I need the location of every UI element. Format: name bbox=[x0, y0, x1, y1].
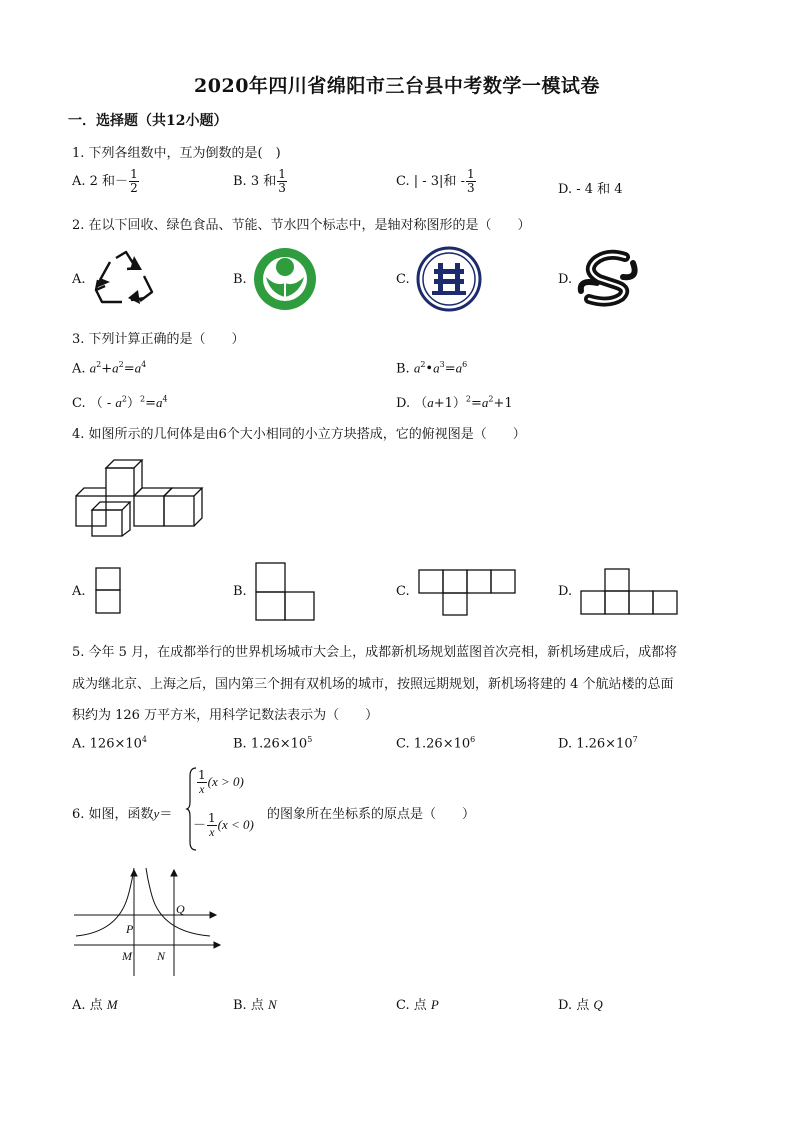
q4-option-d-label: D. bbox=[558, 584, 573, 599]
point-label-n: N bbox=[157, 949, 166, 963]
point-label-p: P bbox=[126, 922, 134, 936]
q1-option-c: C. | - 3|和 - $\frac{1}{3}$ bbox=[396, 167, 475, 195]
q2-option-c-label: C. bbox=[396, 272, 410, 287]
q6-option-d: D. 点 Q bbox=[558, 997, 603, 1013]
q4-option-d-figure bbox=[580, 568, 680, 616]
q2-option-b-label: B. bbox=[233, 272, 247, 287]
q2-stem: 2. 在以下回收、绿色食品、节能、节水四个标志中，是轴对称图形的是（ ） bbox=[72, 218, 531, 233]
q6-option-b: B. 点 N bbox=[233, 997, 277, 1013]
q3-stem: 3. 下列计算正确的是（ ） bbox=[72, 332, 245, 347]
energy-saving-icon bbox=[416, 247, 482, 311]
page-title: 2020年四川省绵阳市三台县中考数学一模试卷 bbox=[194, 75, 600, 97]
q6-option-a: A. 点 M bbox=[72, 997, 118, 1013]
q4-option-a-figure bbox=[95, 567, 121, 615]
q6-stem-suffix: 的图象所在坐标系的原点是（ ） bbox=[267, 807, 476, 822]
q1-option-d: D. - 4 和 4 bbox=[558, 182, 623, 197]
q5-line-2: 成为继北京、上海之后，国内第三个拥有双机场的城市，按照远期规划，新机场将建的 4 个航站楼的总面 bbox=[72, 677, 674, 692]
q6-stem-prefix: 6. 如图，函数y＝ bbox=[72, 806, 173, 822]
q4-option-c-figure bbox=[418, 569, 518, 617]
q1-option-a: A. 2 和－ $\frac{1}{2}$ bbox=[72, 167, 138, 195]
q6-case-positive: $\frac{1}{x}$ (x > 0) bbox=[198, 768, 244, 796]
water-saving-icon bbox=[577, 249, 645, 309]
q4-stem: 4. 如图所示的几何体是由6个大小相同的小立方块搭成，它的俯视图是（ ） bbox=[72, 427, 526, 442]
q3-option-b: B. $a^2•a^3=a^6$ bbox=[396, 360, 468, 377]
q5-line-3: 积约为 126 万平方米，用科学记数法表示为（ ） bbox=[72, 708, 379, 723]
q5-option-a: A. $126\times 10^4$ bbox=[72, 735, 147, 752]
q4-option-b-label: B. bbox=[233, 584, 247, 599]
q4-option-b-figure bbox=[255, 562, 317, 622]
q6-option-c: C. 点 P bbox=[396, 997, 439, 1013]
recycle-icon bbox=[92, 248, 156, 308]
point-label-q: Q bbox=[176, 902, 185, 916]
q6-case-negative: － $\frac{1}{x}$ (x < 0) bbox=[193, 811, 254, 839]
q4-option-a-label: A. bbox=[72, 584, 86, 599]
q3-option-c: C. （ - $a^2)^2=a^4$ bbox=[72, 394, 168, 411]
q1-stem: 1. 下列各组数中，互为倒数的是( ) bbox=[72, 146, 281, 161]
q6-hyperbola-graph bbox=[70, 866, 226, 982]
q2-option-d-label: D. bbox=[558, 272, 573, 287]
green-food-icon bbox=[252, 247, 318, 311]
q2-option-a-label: A. bbox=[72, 272, 86, 287]
q3-option-a: A. $a^2+a^2=a^4$ bbox=[72, 360, 147, 377]
q5-option-b: B. $1.26\times 10^5$ bbox=[233, 735, 313, 752]
q5-option-c: C. $1.26\times 10^6$ bbox=[396, 735, 476, 752]
cube-solid-figure bbox=[72, 458, 208, 538]
q5-line-1: 5. 今年 5 月，在成都举行的世界机场城市大会上，成都新机场规划蓝图首次亮相，新机场建成后，成都将 bbox=[72, 645, 678, 660]
q4-option-c-label: C. bbox=[396, 584, 410, 599]
point-label-m: M bbox=[122, 949, 132, 963]
q1-option-b: B. 3 和 $\frac{1}{3}$ bbox=[233, 167, 286, 195]
section-heading: 一．选择题（共12小题） bbox=[68, 113, 228, 129]
q3-option-d: D. $(a+1)^2=a^2+1$ bbox=[396, 394, 513, 411]
q5-option-d: D. $1.26\times 10^7$ bbox=[558, 735, 638, 752]
